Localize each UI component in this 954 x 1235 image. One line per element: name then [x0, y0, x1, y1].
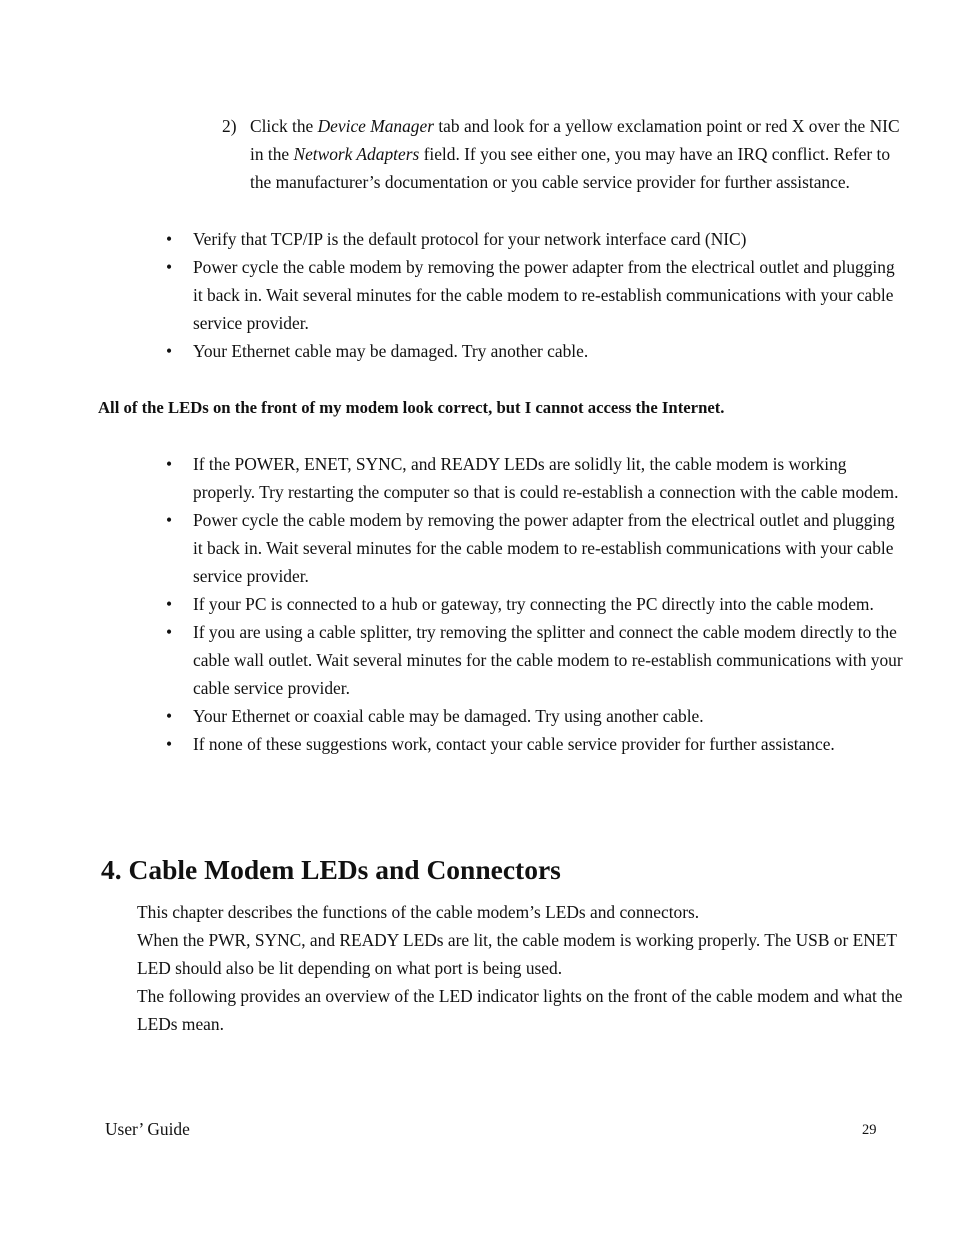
bullet-icon: • [166, 257, 173, 277]
list-item-text: If the POWER, ENET, SYNC, and READY LEDs are solidly lit, the cable modem is working properly. Try restarting the computer so that is could re-establish a connection with the cable modem. [193, 454, 899, 502]
bullet-icon: • [166, 594, 173, 614]
bullet-list-troubleshooting [166, 225, 906, 365]
bullet-list-internet-access [166, 450, 906, 758]
list-item [166, 337, 906, 365]
step-text-post: field. If you see either one, you may have an IRQ conflict. Refer to the manufacturer’s documentation or you cable service provider for further assistance. [250, 144, 891, 192]
list-item [166, 730, 906, 758]
step-text [250, 112, 912, 196]
device-manager-term: Device Manager [317, 116, 434, 136]
step-text-pre: Click the [250, 116, 318, 136]
list-item [166, 590, 906, 618]
question-heading: All of the LEDs on the front of my modem look correct, but I cannot access the Internet. [98, 398, 725, 417]
step-text-mid: tab and look for a yellow exclamation point or red X over the NIC in the [250, 116, 900, 164]
bullet-icon: • [166, 622, 173, 642]
footer-title: User’ Guide [105, 1119, 190, 1139]
intro-paragraph: This chapter describes the functions of the cable modem’s LEDs and connectors. [137, 902, 700, 922]
list-item [166, 253, 906, 337]
intro-paragraph: When the PWR, SYNC, and READY LEDs are lit, the cable modem is working properly. The USB or ENET LED should also be lit depending on what port is being used. [137, 930, 897, 978]
list-item [166, 702, 906, 730]
list-item-text: If none of these suggestions work, contact your cable service provider for further assistance. [193, 734, 835, 754]
bullet-icon: • [166, 510, 173, 530]
bullet-icon: • [166, 454, 173, 474]
list-item-text: Your Ethernet or coaxial cable may be damaged. Try using another cable. [193, 706, 704, 726]
list-item [166, 506, 906, 590]
list-item [166, 225, 906, 253]
list-item [166, 450, 906, 506]
network-adapters-term: Network Adapters [293, 144, 420, 164]
list-item-text: Power cycle the cable modem by removing the power adapter from the electrical outlet and plugging it back in. Wait several minutes for the cable modem to re-establish communications with your cable service provider. [193, 510, 895, 586]
chapter-intro [137, 898, 907, 1038]
bullet-icon: • [166, 706, 173, 726]
page-number: 29 [862, 1122, 877, 1138]
bullet-icon: • [166, 734, 173, 754]
list-item-text: If your PC is connected to a hub or gateway, try connecting the PC directly into the cable modem. [193, 594, 874, 614]
numbered-step [222, 112, 912, 196]
list-item-text: Power cycle the cable modem by removing the power adapter from the electrical outlet and plugging it back in. Wait several minutes for the cable modem to re-establish communications with your cable service provider. [193, 257, 895, 333]
list-item-text: If you are using a cable splitter, try removing the splitter and connect the cable modem directly to the cable wall outlet. Wait several minutes for the cable modem to re-establish communications with your cable service provider. [193, 622, 903, 698]
intro-paragraph: The following provides an overview of the LED indicator lights on the front of the cable modem and what the LEDs mean. [137, 986, 903, 1034]
list-item-text: Verify that TCP/IP is the default protocol for your network interface card (NIC) [193, 229, 747, 249]
bullet-icon: • [166, 341, 173, 361]
step-number: 2) [222, 116, 237, 136]
list-item-text: Your Ethernet cable may be damaged. Try another cable. [193, 341, 589, 361]
list-item [166, 618, 906, 702]
chapter-heading: 4. Cable Modem LEDs and Connectors [101, 854, 561, 885]
bullet-icon: • [166, 229, 173, 249]
